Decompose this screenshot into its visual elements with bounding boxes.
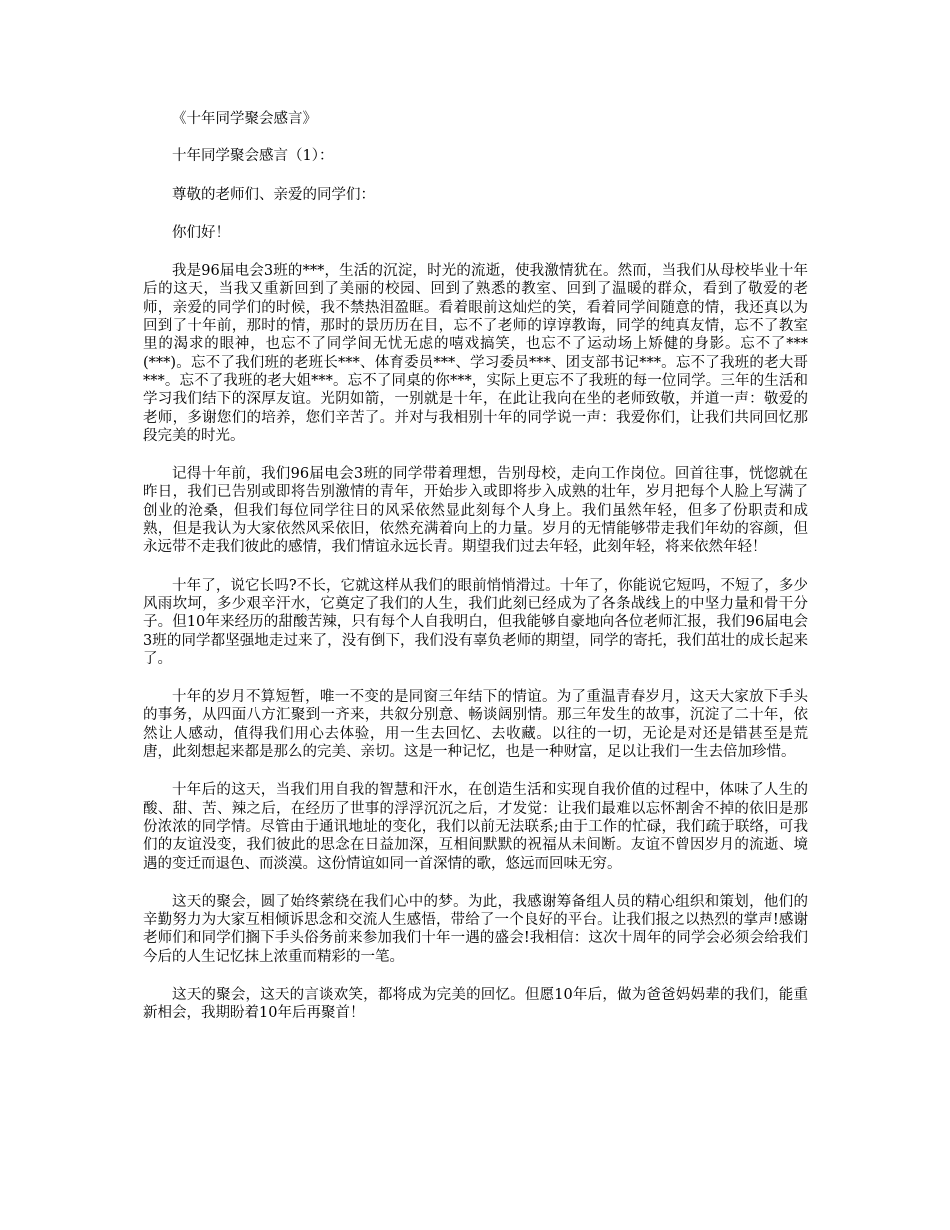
- document-body: [143, 110, 808, 1023]
- paragraph-4: 十年的岁月不算短暂，唯一不变的是同窗三年结下的情谊。为了重温青春岁月，这天大家放下手头的事务，从四面八方汇聚到一齐来，共叙分别意、畅谈阔别情。那三年发生的故事，沉淀了二十年，依然让人感动，值得我们用心去体验，用一生去回忆、去收藏。以往的一切，无论是对还是错甚至是荒唐，此刻想起来都是那么的完美、亲切。这是一种记忆，也是一种财富，足以让我们一生去倍加珍惜。: [143, 689, 808, 761]
- paragraph-6: 这天的聚会，圆了始终萦绕在我们心中的梦。为此，我感谢筹备组人员的精心组织和策划，他们的辛勤努力为大家互相倾诉思念和交流人生感悟，带给了一个良好的平台。让我们报之以热烈的掌声!感谢老师们和同学们搁下手头俗务前来参加我们十年一遇的盛会!我相信：这次十周年的同学会必须会给我们今后的人生记忆抹上浓重而精彩的一笔。: [143, 893, 808, 965]
- document-subtitle: 十年同学聚会感言（1）：: [172, 148, 334, 165]
- salutation: 尊敬的老师们、亲爱的同学们：: [172, 186, 375, 203]
- paragraph-2: 记得十年前，我们96届电会3班的同学带着理想，告别母校，走向工作岗位。回首往事，恍惚就在昨日，我们已告别或即将告别激情的青年，开始步入或即将步入成熟的壮年，岁月把每个人脸上写满了创业的沧桑，但我们每位同学往日的风采依然显此刻每个人身上。我们虽然年轻，但多了份职责和成熟，但是我认为大家依然风采依旧，依然充满着向上的力量。岁月的无情能够带走我们年幼的容颜，但永远带不走我们彼此的感情，我们情谊永远长青。期望我们过去年轻，此刻年轻，将来依然年轻！: [143, 466, 808, 556]
- paragraph-3: 十年了，说它长吗?不长，它就这样从我们的眼前悄悄滑过。十年了，你能说它短吗，不短了，多少风雨坎坷，多少艰辛汗水，它奠定了我们的人生，我们此刻已经成为了各条战线上的中坚力量和骨干分子。但10年来经历的甜酸苦辣，只有每个人自我明白，但我能够自豪地向各位老师汇报，我们96届电会3班的同学都坚强地走过来了，没有倒下，我们没有辜负老师的期望，同学的寄托，我们茁壮的成长起来了。: [143, 577, 808, 667]
- greeting: 你们好！: [172, 224, 230, 241]
- document-title: 《十年同学聚会感言》: [172, 111, 317, 127]
- paragraph-1: 我是96届电会3班的***，生活的沉淀，时光的流逝，使我激情犹在。然而，当我们从母校毕业十年后的这天，当我又重新回到了美丽的校园、回到了熟悉的教室、回到了温暖的群众，看到了敬爱的老师，亲爱的同学们的时候，我不禁热泪盈眶。看着眼前这灿烂的笑，看着同学间随意的情，我还真以为回到了十年前，那时的情，那时的景历历在目，忘不了老师的谆谆教诲，同学的纯真友情，忘不了教室里的渴求的眼神，也忘不了同学间无忧无虑的嘻戏搞笑，也忘不了运动场上矫健的身影。忘不了***(***)。忘不了我们班的老班长***、体育委员***、学习委员***、团支部书记***。忘不了我班的老大哥***。忘不了我班的老大姐***。忘不了同桌的你***，实际上更忘不了我班的每一位同学。三年的生活和学习我们结下的深厚友谊。光阴如箭，一别就是十年，在此让我向在坐的老师致敬，并道一声：敬爱的老师，多谢您们的培养，您们辛苦了。并对与我相别十年的同学说一声：我爱你们，让我们共同回忆那段完美的时光。: [143, 263, 808, 444]
- paragraph-5: 十年后的这天，当我们用自我的智慧和汗水，在创造生活和实现自我价值的过程中，体味了人生的酸、甜、苦、辣之后，在经历了世事的浮浮沉沉之后，才发觉：让我们最难以忘怀割舍不掉的依旧是那份浓浓的同学情。尽管由于通讯地址的变化，我们以前无法联系;由于工作的忙碌，我们疏于联络，可我们的友谊没变，我们彼此的思念在日益加深，互相间默默的祝福从未间断。友谊不曾因岁月的流逝、境遇的变迁而退色、而淡漠。这份情谊如同一首深情的歌，悠远而回味无穷。: [143, 782, 808, 872]
- paragraph-7: 这天的聚会，这天的言谈欢笑，都将成为完美的回忆。但愿10年后，做为爸爸妈妈辈的我们，能重新相会，我期盼着10年后再聚首！: [143, 986, 808, 1022]
